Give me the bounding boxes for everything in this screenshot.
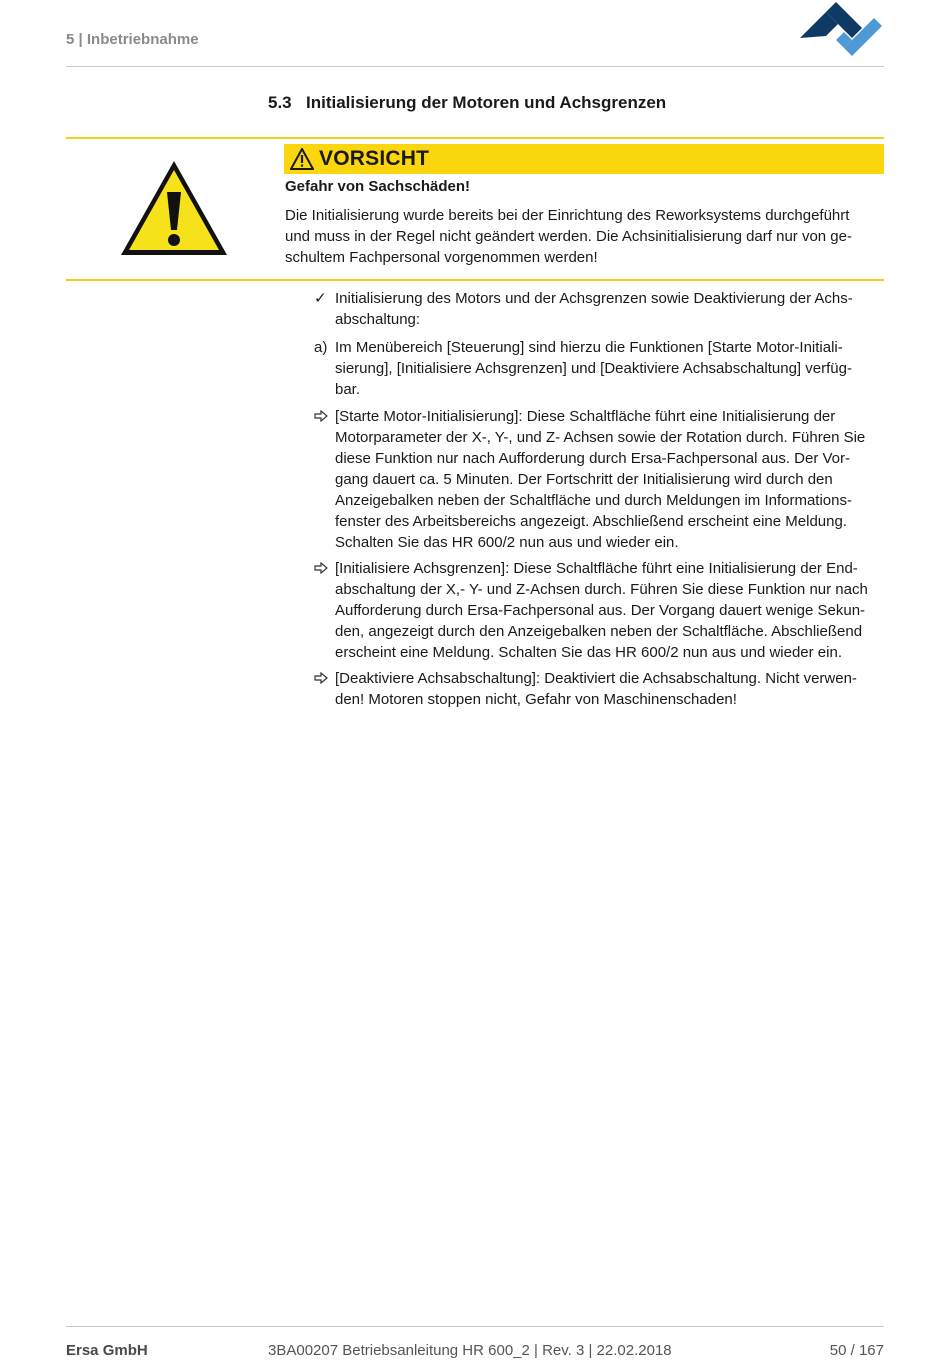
text-line: Schalten Sie das HR 600/2 nun aus und wieder ein. xyxy=(335,534,679,551)
warning-triangle-icon xyxy=(118,158,230,258)
header-rule xyxy=(66,66,884,67)
warning-bottom-rule xyxy=(66,279,884,281)
section-number: 5.3 xyxy=(268,93,292,112)
result-arrow-icon xyxy=(314,672,328,684)
result-item xyxy=(314,558,886,663)
warning-signal-bar xyxy=(284,144,884,174)
text-line: abschaltung: xyxy=(335,311,421,328)
text-line: den, angezeigt durch den Anzeigebalken neben der Schaltfläche. Abschließend xyxy=(335,623,863,640)
text-line: [Starte Motor-Initialisierung]: Diese Schaltfläche führt eine Initialisierung der xyxy=(335,408,836,425)
text-line: erscheint eine Meldung. Schalten Sie das HR 600/2 nun aus und wieder ein. xyxy=(335,644,842,661)
footer-company: Ersa GmbH xyxy=(66,1342,148,1359)
text-line: Aufforderung durch Ersa-Fachpersonal aus. Der Vorgang dauert wenige Sekun- xyxy=(335,602,866,619)
ersa-logo-icon xyxy=(796,2,888,56)
text-line: bar. xyxy=(335,381,361,398)
text-line: Initialisierung des Motors und der Achsgrenzen sowie Deaktivierung der Achs- xyxy=(335,290,853,307)
result-arrow-icon xyxy=(314,410,328,422)
text-line: Die Initialisierung wurde bereits bei der Einrichtung des Reworksystems durchgeführt xyxy=(285,207,850,224)
footer-page-number: 50 / 167 xyxy=(829,1342,884,1359)
step-marker: a) xyxy=(314,339,328,356)
text-line: gang dauert ca. 5 Minuten. Der Fortschritt der Initialisierung wird durch den xyxy=(335,471,833,488)
checkmark-icon: ✓ xyxy=(314,290,327,307)
text-line: Motorparameter der X-, Y-, und Z- Achsen sowie der Rotation durch. Führen Sie xyxy=(335,429,866,446)
footer-document-info: 3BA00207 Betriebsanleitung HR 600_2 | Rev. 3 | 22.02.2018 xyxy=(268,1342,672,1359)
section-title-text: Initialisierung der Motoren und Achsgrenzen xyxy=(306,93,667,112)
text-line: diese Funktion nur nach Aufforderung durch Ersa-Fachpersonal aus. Der Vor- xyxy=(335,450,851,467)
text-line: fenster des Arbeitsbereichs angezeigt. Abschließend erscheint eine Meldung. xyxy=(335,513,847,530)
text-line: Anzeigebalken neben der Schaltfläche und durch Meldungen im Informations- xyxy=(335,492,852,509)
warning-heading: Gefahr von Sachschäden! xyxy=(285,178,471,195)
warning-text xyxy=(285,205,885,268)
text-line: schultem Fachpersonal vorgenommen werden! xyxy=(285,249,598,266)
footer-rule xyxy=(66,1326,884,1327)
text-line: und muss in der Regel nicht geändert werden. Die Achsinitialisierung darf nur von ge- xyxy=(285,228,852,245)
warning-small-icon xyxy=(290,148,314,170)
result-arrow-icon xyxy=(314,562,328,574)
text-line: [Deaktiviere Achsabschaltung]: Deaktiviert die Achsabschaltung. Nicht verwen- xyxy=(335,670,857,687)
text-line: abschaltung der X,- Y- und Z-Achsen durch. Führen Sie diese Funktion nur nach xyxy=(335,581,868,598)
warning-signal-word: VORSICHT xyxy=(319,147,430,170)
running-header-chapter: 5 | Inbetriebnahme xyxy=(66,31,199,48)
text-line: den! Motoren stoppen nicht, Gefahr von Maschinenschaden! xyxy=(335,691,737,708)
text-line: [Initialisiere Achsgrenzen]: Diese Schaltfläche führt eine Initialisierung der End- xyxy=(335,560,858,577)
result-item xyxy=(314,668,886,710)
prerequisite-item xyxy=(314,288,886,330)
step-item xyxy=(314,337,886,400)
text-line: Im Menübereich [Steuerung] sind hierzu die Funktionen [Starte Motor-Initiali- xyxy=(335,339,843,356)
section-title xyxy=(268,93,666,113)
warning-top-rule xyxy=(66,137,884,139)
result-item xyxy=(314,406,886,553)
text-line: sierung], [Initialisiere Achsgrenzen] und [Deaktiviere Achsabschaltung] verfüg- xyxy=(335,360,852,377)
